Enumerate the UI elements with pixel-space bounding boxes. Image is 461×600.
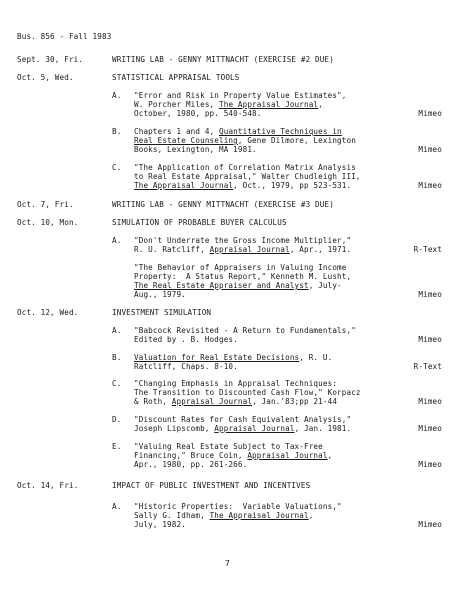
citation-line: The Transition to Discounted Cash Flow," Korpacz (134, 388, 361, 397)
citation-line: Joseph Lipscomb, Appraisal Journal, Jan. 1981. (134, 424, 352, 433)
page-number: 7 (225, 559, 230, 568)
entry-date: Oct. 12, Wed. (17, 308, 79, 317)
underlined-title: Appraisal Journal (214, 424, 295, 433)
entry-title: WRITING LAB - GENNY MITTNACHT (EXERCISE #2 DUE) (112, 55, 334, 64)
item-label: E. (112, 442, 122, 451)
citation-line: "Don't Underrate the Gross Income Multiplier," (134, 236, 352, 245)
underlined-title: Appraisal Journal (247, 451, 328, 460)
citation-line: Sally G. Idham, The Appraisal Journal, (134, 511, 314, 520)
source-tag: Mimeo (418, 335, 442, 344)
source-tag: Mimeo (418, 424, 442, 433)
citation-line: "Error and Risk in Property Value Estimates", (134, 91, 347, 100)
underlined-title: Valuation for Real Estate Decisions (134, 353, 300, 362)
citation-line: Chapters 1 and 4, Quantitative Techniques in (134, 127, 342, 136)
citation-line: Valuation for Real Estate Decisions, R. U. (134, 353, 333, 362)
entry-date: Oct. 14, Fri. (17, 481, 79, 490)
citation-line: W. Porcher Miles, The Appraisal Journal, (134, 100, 323, 109)
source-tag: R-Text (413, 245, 442, 254)
underlined-title: The Real Estate Appraiser and Analyst (134, 281, 309, 290)
citation-line: October, 1980, pp. 540-548. (134, 109, 262, 118)
item-label: A. (112, 502, 122, 511)
item-label: C. (112, 163, 122, 172)
citation-line: Edited by . B. Hodges. (134, 335, 238, 344)
source-tag: Mimeo (418, 397, 442, 406)
item-label: A. (112, 326, 122, 335)
citation-line: R. U. Ratcliff, Appraisal Journal, Apr., 1971. (134, 245, 352, 254)
citation-line: "Valuing Real Estate Subject to Tax-Free (134, 442, 323, 451)
citation-line: "The Application of Correlation Matrix Analysis (134, 163, 356, 172)
citation-line: "The Behavior of Appraisers in Valuing Income (134, 263, 347, 272)
source-tag: Mimeo (418, 460, 442, 469)
citation-line: The Appraisal Journal, Oct., 1979, pp 523-531. (134, 181, 352, 190)
entry-title: WRITING LAB - GENNY MITTNACHT (EXERCISE #3 DUE) (112, 200, 334, 209)
citation-line: Books, Lexington, MA 1981. (134, 145, 257, 154)
underlined-title: The Appraisal Journal (134, 181, 234, 190)
citation-line: Aug., 1979. (134, 290, 186, 299)
underlined-title: The Appraisal Journal (209, 511, 309, 520)
entry-title: IMPACT OF PUBLIC INVESTMENT AND INCENTIVES (112, 481, 311, 490)
citation-line: to Real Estate Appraisal," Walter Chudleigh III, (134, 172, 361, 181)
source-tag: Mimeo (418, 290, 442, 299)
item-label: C. (112, 379, 122, 388)
citation-line: Ratcliff, Chaps. 8-10. (134, 362, 238, 371)
course-header: Bus. 856 - Fall 1983 (17, 32, 112, 41)
citation-line: July, 1982. (134, 520, 186, 529)
citation-line: "Discount Rates for Cash Equivalent Analysis," (134, 415, 352, 424)
underlined-title: Appraisal Journal (171, 397, 253, 406)
entry-date: Oct. 5, Wed. (17, 73, 74, 82)
entry-title: SIMULATION OF PROBABLE BUYER CALCULUS (112, 218, 287, 227)
citation-line: "Changing Emphasis in Appraisal Techniques: (134, 379, 338, 388)
citation-line: "Babcock Revisited - A Return to Fundamentals," (134, 326, 356, 335)
citation-line: Real Estate Counseling, Gene Dilmore, Lexington (134, 136, 356, 145)
entry-date: Sept. 30, Fri. (17, 55, 84, 64)
source-tag: Mimeo (418, 520, 442, 529)
entry-date: Oct. 7, Fri. (17, 200, 74, 209)
citation-line: The Real Estate Appraiser and Analyst, July- (134, 281, 342, 290)
entry-title: STATISTICAL APPRAISAL TOOLS (112, 73, 240, 82)
underlined-title: The Appraisal Journal (219, 100, 319, 109)
underlined-title: Quantitative Techniques in (219, 127, 342, 136)
citation-line: Financing," Bruce Coin, Appraisal Journal, (134, 451, 333, 460)
source-tag: R-Text (413, 362, 442, 371)
item-label: B. (112, 127, 122, 136)
citation-line: Property: A Status Report," Kenneth M. Lusht, (134, 272, 352, 281)
citation-line: "Historic Properties: Variable Valuations," (134, 502, 342, 511)
citation-line: & Roth, Appraisal Journal, Jan.'83;pp 21-44 (134, 397, 338, 406)
item-label: A. (112, 91, 122, 100)
source-tag: Mimeo (418, 181, 442, 190)
entry-title: INVESTMENT SIMULATION (112, 308, 212, 317)
source-tag: Mimeo (418, 145, 442, 154)
citation-line: Apr., 1980, pp. 261-266. (134, 460, 248, 469)
source-tag: Mimeo (418, 109, 442, 118)
item-label: D. (112, 415, 122, 424)
underlined-title: Real Estate Counseling (134, 136, 238, 145)
underlined-title: Appraisal Journal (209, 245, 290, 254)
entry-date: Oct. 10, Mon. (17, 218, 79, 227)
item-label: A. (112, 236, 122, 245)
item-label: B. (112, 353, 122, 362)
